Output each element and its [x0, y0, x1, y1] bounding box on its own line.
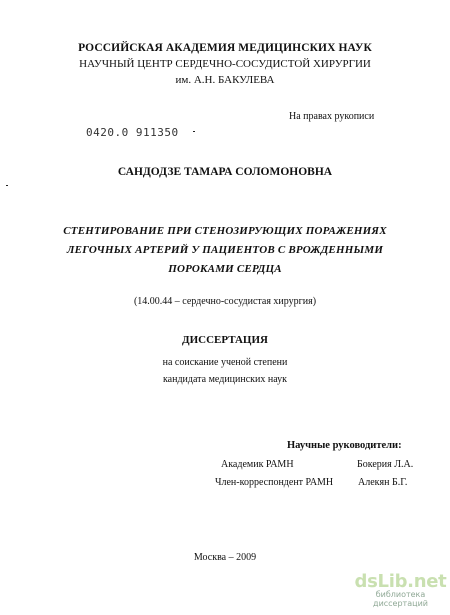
rights-note: На правах рукописи [289, 111, 375, 122]
supervisor-2-name: Алекян Б.Г. [358, 477, 408, 488]
specialty-code: (14.00.44 – сердечно-сосудистая хирургия) [133, 296, 317, 307]
place-and-year: Москва – 2009 [193, 552, 257, 563]
institution-header [0, 40, 450, 88]
work-type: ДИССЕРТАЦИЯ [182, 334, 268, 346]
watermark-logo: dsLib.net [354, 571, 447, 592]
institution-named-after: им. А.Н. БАКУЛЕВА [175, 74, 275, 86]
degree-line-1: на соискание ученой степени [162, 357, 288, 368]
code-mark [193, 131, 195, 132]
title-line-2: ЛЕГОЧНЫХ АРТЕРИЙ У ПАЦИЕНТОВ С ВРОЖДЕННЫМИ [66, 244, 384, 256]
supervisor-1-rank: Академик РАМН [221, 459, 294, 470]
degree-line-2: кандидата медицинских наук [162, 374, 288, 385]
dissertation-title [0, 222, 450, 279]
author-name: САНДОДЗЕ ТАМАРА СОЛОМОНОВНА [117, 166, 333, 178]
registration-code: 0420.0 911350 [86, 126, 179, 139]
degree-sought [0, 354, 450, 388]
supervisor-1-name: Бокерия Л.А. [357, 459, 414, 470]
supervisors-heading: Научные руководители: [287, 440, 402, 451]
institution-center: НАУЧНЫЙ ЦЕНТР СЕРДЕЧНО-СОСУДИСТОЙ ХИРУРГИИ [79, 58, 371, 70]
supervisor-2-rank: Член-корреспондент РАМН [215, 477, 334, 488]
title-line-3: ПОРОКАМИ СЕРДЦА [168, 263, 282, 275]
institution-academy: РОССИЙСКАЯ АКАДЕМИЯ МЕДИЦИНСКИХ НАУК [78, 42, 372, 54]
watermark [353, 571, 448, 608]
title-line-1: СТЕНТИРОВАНИЕ ПРИ СТЕНОЗИРУЮЩИХ ПОРАЖЕНИЯХ [63, 225, 387, 237]
watermark-caption: библиотека диссертаций [373, 590, 428, 608]
margin-mark [6, 185, 8, 186]
